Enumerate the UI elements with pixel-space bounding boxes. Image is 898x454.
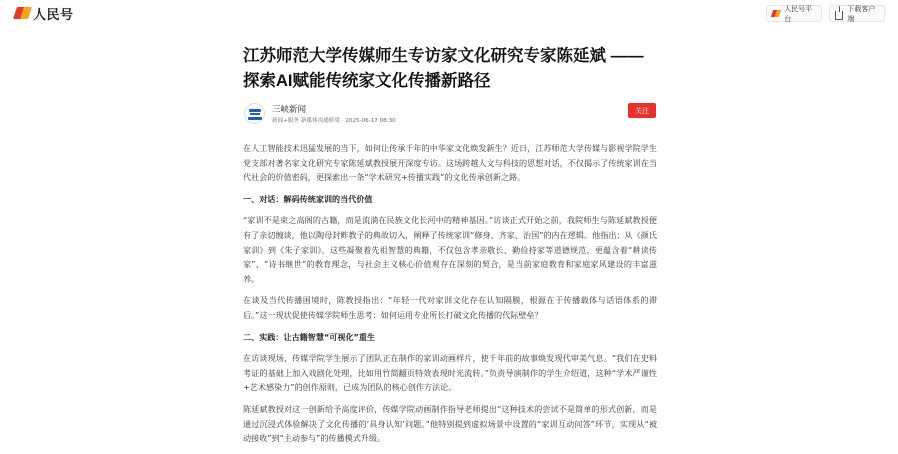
author-meta: 新闻+服务 新媒体沟通桥梁 · 2025-06-17 08:30: [272, 118, 396, 124]
paragraph: 在人工智能技术迅猛发展的当下，如何让传承千年的中华家文化焕发新生？近日，江苏师范大学传媒与影视学院学生党支部对著名家文化研究专家陈延斌教授展开深度专访。这场跨越人文与科技的思想对话，不仅揭示了传统家训在当代社会的价值密码，更探索出一条“学术研究+传播实践”的文化传承创新之路。: [243, 143, 657, 183]
top-bar: [0, 0, 898, 27]
article-title: 江苏师范大学传媒师生专访家文化研究专家陈延斌 ——探索AI赋能传统家文化传播新路径: [243, 47, 644, 90]
download-icon: [835, 11, 843, 20]
article-body: [243, 141, 657, 453]
logo-text: 人民号: [33, 7, 74, 23]
follow-button[interactable]: 关注: [628, 103, 656, 118]
paragraph: 在谈及当代传播困境时，陈教授指出：“年轻一代对家训文化存在认知隔膜，根源在于传播载体与话语体系的滞后。”这一现状促使传媒学院师生思考：如何运用专业所长打破文化传播的代际壁垒？: [243, 295, 657, 320]
platform-button-label: 人民号平台: [784, 4, 813, 23]
platform-button[interactable]: [766, 5, 822, 22]
download-button-label: 下载客户端: [847, 4, 876, 23]
author-avatar[interactable]: [244, 103, 265, 124]
paragraph: 陈延斌教授对这一创新给予高度评价，传媒学院动画制作指导老师提出“这种技术的尝试不是简单的形式创新，而是通过沉浸式体验解决了文化传播的‘具身认知’问题。”他特别提到虚拟场景中设置的“家训互动问答”环节，实现从“被动接收”到“主动参与”的传播模式升级。: [243, 403, 657, 444]
paragraph: 在访谈现场，传媒学院学生展示了团队正在制作的家训动画样片，使千年前的故事焕发现代审美气息。“我们在史料考证的基础上加入戏剧化处理，比如用竹简翻页特效表现时光流转。”负责导演制作的学生介绍道，这种“学术严谨性+艺术感染力”的创作原则，已成为团队的核心创作方法论。: [243, 353, 657, 393]
paragraph: “家训不是束之高阁的古籍，而是流淌在民族文化长河中的精神基因。”访谈正式开始之前，我院师生与陈延斌教授便有了亲切缠谈，他以陶母封鲊教子的典故切入，阐释了传统家训“修身、齐家、治国”的内在逻辑。他指出：从《颜氏家训》到《朱子家训》，这些凝聚着先祖智慧的典籍，不仅包含孝亲敬长、勤俭持家等道德规范，更蕴含着“耕读传家”、“诗书继世”的教育理念，与社会主义核心价值观存在深刻的契合，是当前家庭教育和家庭家风建设的丰富滋养。: [243, 215, 657, 284]
platform-icon: [772, 9, 780, 18]
author-bar: [243, 102, 657, 128]
section-heading: 一、对话：解码传统家训的当代价值: [243, 193, 373, 204]
people-logo-icon: [14, 6, 31, 20]
site-logo[interactable]: [14, 4, 74, 22]
author-name[interactable]: 三峡新闻: [272, 105, 307, 115]
article: [243, 44, 657, 444]
download-client-button[interactable]: [829, 5, 885, 22]
section-heading: 二、实践：让古籍智慧“可视化”重生: [243, 331, 376, 342]
